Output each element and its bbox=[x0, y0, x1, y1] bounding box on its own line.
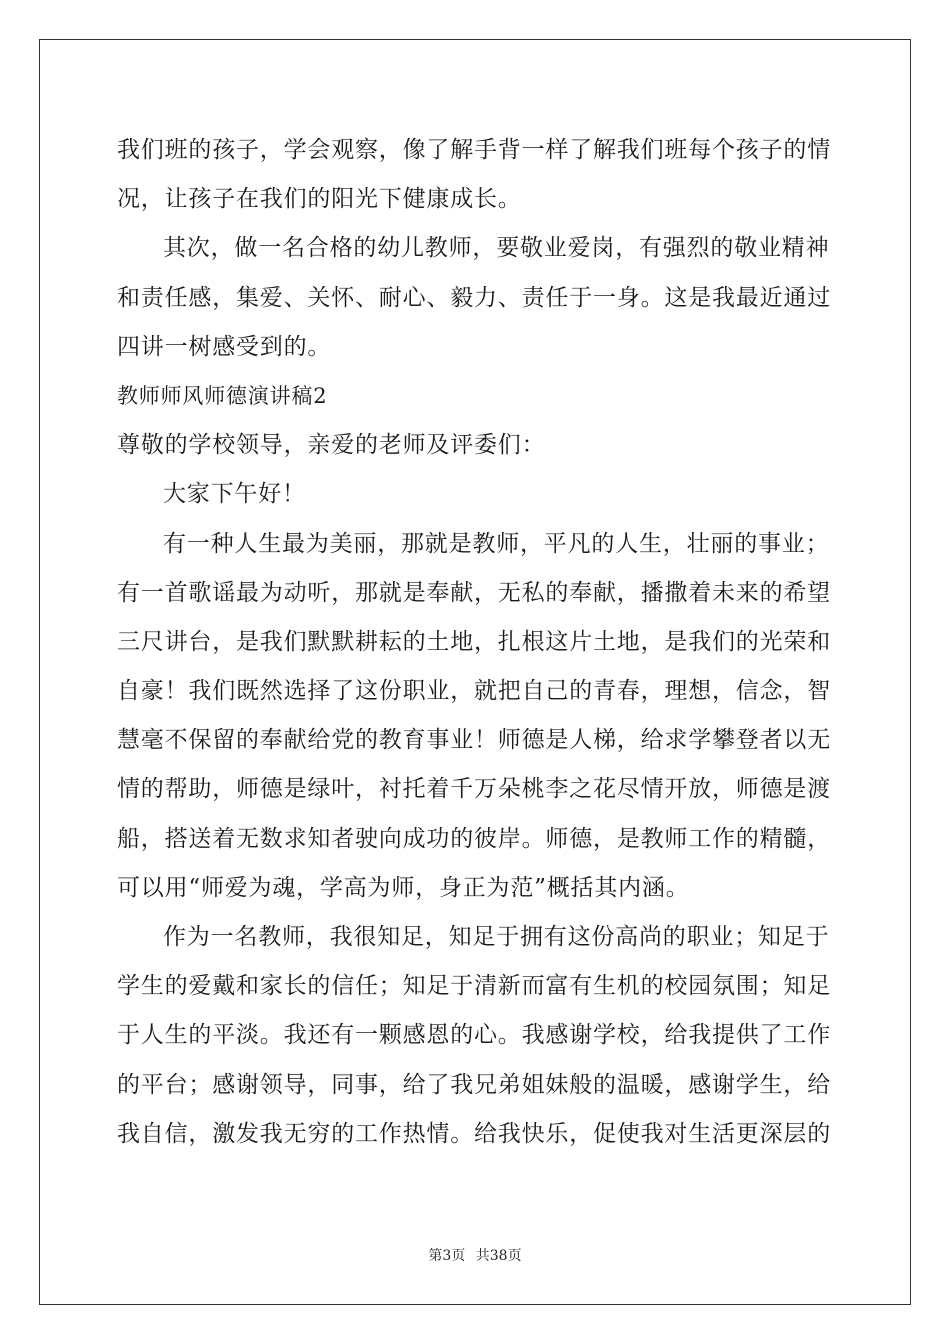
text-line: 于人生的平淡。我还有一颗感恩的心。我感谢学校，给我提供了工作 bbox=[117, 1022, 831, 1049]
text-line: 尊敬的学校领导，亲爱的老师及评委们： bbox=[117, 432, 546, 459]
text-line: 自豪！我们既然选择了这份职业，就把自己的青春，理想，信念，智 bbox=[117, 678, 831, 705]
text-line: 情的帮助，师德是绿叶，衬托着千万朵桃李之花尽情开放，师德是渡 bbox=[117, 776, 831, 803]
text-line: 船，搭送着无数求知者驶向成功的彼岸。师德，是教师工作的精髓， bbox=[117, 825, 831, 852]
text-line: 大家下午好！ bbox=[163, 481, 306, 508]
text-line: 三尺讲台，是我们默默耕耘的土地，扎根这片土地，是我们的光荣和 bbox=[117, 628, 831, 655]
page-number: 第3页 bbox=[428, 1248, 466, 1264]
section-heading: 教师师风师德演讲稿2 bbox=[117, 383, 328, 408]
page-total: 共38页 bbox=[475, 1248, 522, 1264]
text-line: 可以用“师爱为魂，学高为师，身正为范”概括其内涵。 bbox=[117, 874, 690, 901]
text-line: 的平台；感谢领导，同事，给了我兄弟姐妹般的温暖，感谢学生，给 bbox=[117, 1071, 831, 1098]
text-line: 有一首歌谣最为动听，那就是奉献，无私的奉献，播撒着未来的希望 bbox=[117, 579, 831, 606]
text-line: 和责任感，集爱、关怀、耐心、毅力、责任于一身。这是我最近通过 bbox=[117, 284, 831, 311]
text-line: 慧毫不保留的奉献给党的教育事业！师德是人梯，给求学攀登者以无 bbox=[117, 727, 831, 754]
text-line: 学生的爱戴和家长的信任；知足于清新而富有生机的校园氛围；知足 bbox=[117, 973, 831, 1000]
text-line: 作为一名教师，我很知足，知足于拥有这份高尚的职业；知足于 bbox=[163, 924, 830, 950]
text-line: 我们班的孩子，学会观察，像了解手背一样了解我们班每个孩子的情 bbox=[117, 137, 831, 163]
page-footer bbox=[0, 1245, 950, 1265]
text-line: 况，让孩子在我们的阳光下健康成长。 bbox=[117, 186, 522, 213]
text-line: 我自信，激发我无穷的工作热情。给我快乐，促使我对生活更深层的 bbox=[117, 1120, 831, 1147]
document-body bbox=[117, 126, 837, 1159]
text-line: 其次，做一名合格的幼儿教师，要敬业爱岗，有强烈的敬业精神 bbox=[163, 235, 830, 262]
text-line: 有一种人生最为美丽，那就是教师，平凡的人生，壮丽的事业； bbox=[163, 530, 830, 557]
text-line: 四讲一树感受到的。 bbox=[117, 333, 332, 360]
